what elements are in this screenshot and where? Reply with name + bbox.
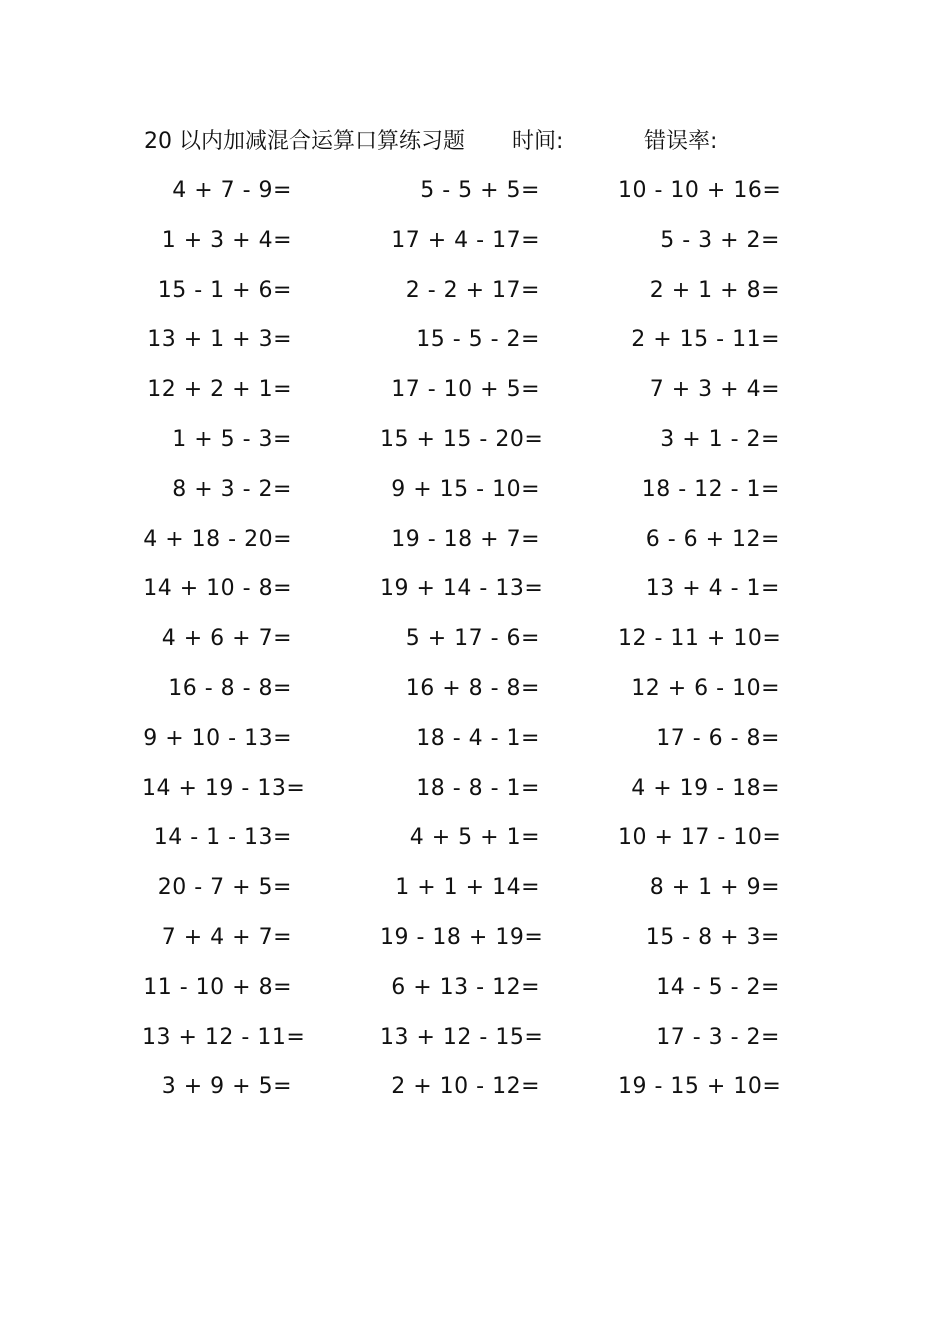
problem: 13 + 12 - 11=	[142, 1024, 306, 1050]
problem: 5 + 17 - 6=	[405, 626, 540, 652]
problem: 2 - 2 + 17=	[405, 277, 540, 303]
problem: 7 + 3 + 4=	[649, 377, 780, 403]
problem: 9 + 10 - 13=	[143, 725, 292, 751]
problem: 4 + 19 - 18=	[631, 775, 780, 801]
error-rate-label: 错误率:	[644, 129, 718, 154]
problem: 6 + 13 - 12=	[391, 974, 540, 1000]
problem: 3 + 1 - 2=	[660, 426, 780, 452]
problem: 13 + 1 + 3=	[147, 327, 292, 353]
problem: 4 + 18 - 20=	[143, 526, 292, 552]
problem: 14 - 1 - 13=	[153, 825, 292, 851]
problem: 5 - 3 + 2=	[660, 227, 780, 253]
problem: 15 - 1 + 6=	[157, 277, 292, 303]
problem: 17 - 6 - 8=	[656, 725, 780, 751]
problem: 20 - 7 + 5=	[157, 875, 292, 901]
problem: 1 + 3 + 4=	[161, 227, 292, 253]
worksheet-header	[144, 124, 844, 160]
problem: 8 + 3 - 2=	[172, 476, 292, 502]
problem: 8 + 1 + 9=	[649, 875, 780, 901]
problem: 13 + 12 - 15=	[380, 1024, 544, 1050]
problem: 19 - 18 + 7=	[391, 526, 540, 552]
problem: 19 - 15 + 10=	[618, 1074, 782, 1100]
problem: 18 - 12 - 1=	[641, 476, 780, 502]
problem: 15 - 8 + 3=	[645, 924, 780, 950]
problem: 12 - 11 + 10=	[618, 626, 782, 652]
problem: 10 + 17 - 10=	[618, 825, 782, 851]
problem: 18 - 8 - 1=	[416, 775, 540, 801]
problem: 12 + 6 - 10=	[631, 675, 780, 701]
problem: 17 - 10 + 5=	[391, 377, 540, 403]
problem: 12 + 2 + 1=	[147, 377, 292, 403]
problem: 14 + 19 - 13=	[142, 775, 306, 801]
problem: 13 + 4 - 1=	[645, 576, 780, 602]
time-label: 时间:	[512, 129, 564, 154]
problem: 2 + 1 + 8=	[649, 277, 780, 303]
problem: 11 - 10 + 8=	[143, 974, 292, 1000]
problem: 16 + 8 - 8=	[405, 675, 540, 701]
problem: 15 - 5 - 2=	[416, 327, 540, 353]
problem: 2 + 15 - 11=	[631, 327, 780, 353]
problem: 10 - 10 + 16=	[618, 178, 782, 203]
problem-column-1	[142, 172, 306, 1118]
problem-column-2	[380, 172, 544, 1118]
problem: 14 + 10 - 8=	[143, 576, 292, 602]
problem: 9 + 15 - 10=	[391, 476, 540, 502]
problem: 2 + 10 - 12=	[391, 1074, 540, 1100]
problem: 16 - 8 - 8=	[168, 675, 292, 701]
problem: 5 - 5 + 5=	[420, 178, 540, 203]
problem: 7 + 4 + 7=	[161, 924, 292, 950]
problem: 3 + 9 + 5=	[161, 1074, 292, 1100]
problem: 14 - 5 - 2=	[656, 974, 780, 1000]
problem: 4 + 5 + 1=	[409, 825, 540, 851]
problem: 18 - 4 - 1=	[416, 725, 540, 751]
problem: 15 + 15 - 20=	[380, 426, 544, 452]
problem: 1 + 5 - 3=	[172, 426, 292, 452]
problem: 1 + 1 + 14=	[395, 875, 540, 901]
problem: 17 - 3 - 2=	[656, 1024, 780, 1050]
problem: 6 - 6 + 12=	[645, 526, 780, 552]
problem: 4 + 7 - 9=	[172, 178, 292, 203]
worksheet-title: 20 以内加减混合运算口算练习题	[144, 129, 465, 154]
problem: 4 + 6 + 7=	[161, 626, 292, 652]
problem-column-3	[618, 172, 780, 1118]
problem: 17 + 4 - 17=	[391, 227, 540, 253]
problem: 19 + 14 - 13=	[380, 576, 544, 602]
problem: 19 - 18 + 19=	[380, 924, 544, 950]
